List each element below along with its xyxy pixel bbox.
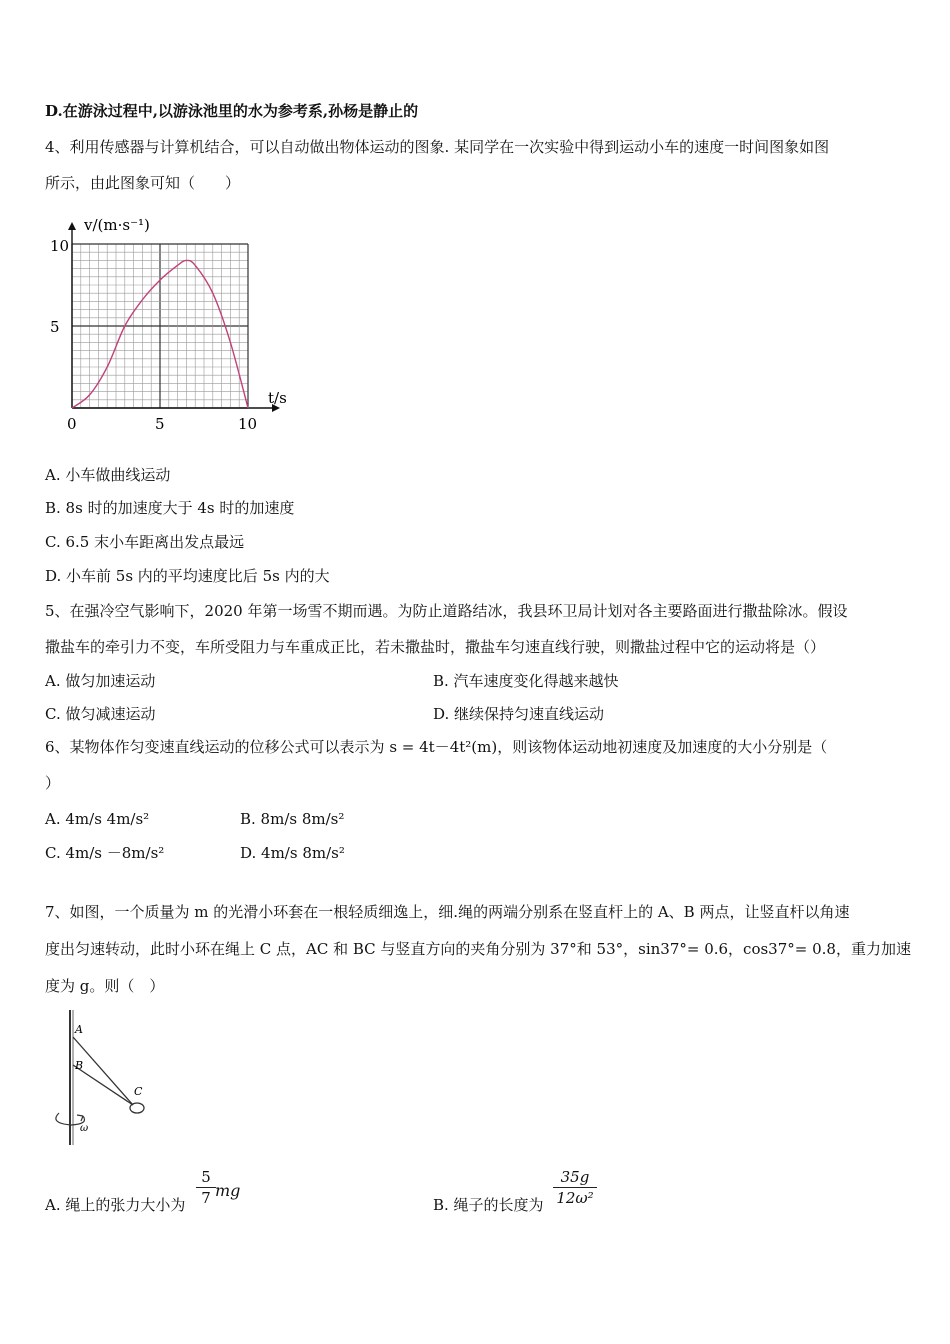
fraction-b-numerator: 35g	[553, 1167, 597, 1188]
q6-option-c: C. 4m/s －8m/s²	[45, 844, 165, 862]
rotating-rod-figure	[45, 1005, 165, 1150]
q6-stem-line2: ）	[45, 774, 61, 792]
x-tick-10: 10	[238, 415, 258, 433]
q5-option-a: A. 做匀加速运动	[45, 672, 156, 690]
y-axis-label: v/(m·s⁻¹)	[84, 216, 150, 234]
q4-option-a: A. 小车做曲线运动	[45, 466, 171, 484]
q6-option-d: D. 4m/s 8m/s²	[240, 844, 345, 862]
q4-stem-line2: 所示，由此图象可知（ ）	[45, 174, 241, 192]
q7-stem-line1: 7、如图，一个质量为 m 的光滑小环套在一根轻质细逸上，细.绳的两端分别系在竖直杆上的 A、B 两点，让竖直杆以角速	[45, 903, 850, 921]
q6-option-a: A. 4m/s 4m/s²	[45, 810, 150, 828]
fraction-b-denominator: 12ω²	[556, 1189, 594, 1207]
label-omega: ω	[80, 1123, 89, 1134]
q7-option-a-fraction	[196, 1167, 216, 1208]
q5-option-d: D. 继续保持匀速直线运动	[433, 705, 605, 723]
fraction-a-denominator: 7	[201, 1189, 211, 1207]
q7-stem-line3: 度为 g。则（ ）	[45, 977, 165, 995]
q5-option-c: C. 做匀减速运动	[45, 705, 156, 723]
x-tick-0: 0	[67, 415, 77, 433]
label-a: A	[75, 1023, 83, 1036]
q3-option-d: D.在游泳过程中,以游泳池里的水为参考系,孙杨是静止的	[45, 102, 419, 120]
q5-option-b: B. 汽车速度变化得越来越快	[433, 672, 619, 690]
x-tick-5: 5	[155, 415, 165, 433]
q6-option-b: B. 8m/s 8m/s²	[240, 810, 345, 828]
q4-option-d: D. 小车前 5s 内的平均速度比后 5s 内的大	[45, 567, 330, 585]
velocity-time-chart	[40, 210, 300, 440]
q7-option-a-tail: mg	[215, 1181, 241, 1200]
q7-option-b-fraction	[553, 1167, 597, 1208]
q6-stem-line1: 6、某物体作匀变速直线运动的位移公式可以表示为 s = 4t－4t²(m)，则该物体运动地初速度及加速度的大小分别是（	[45, 738, 828, 756]
q5-stem-line1: 5、在强冷空气影响下，2020 年第一场雪不期而遇。为防止道路结冰，我县环卫局计划对各主要路面进行撒盐除冰。假设	[45, 602, 848, 620]
fraction-a-numerator: 5	[196, 1167, 216, 1188]
q7-option-b-text: B. 绳子的长度为	[433, 1196, 544, 1214]
label-c: C	[134, 1085, 143, 1098]
q5-stem-line2: 撒盐车的牵引力不变，车所受阻力与车重成正比，若未撒盐时，撒盐车匀速直线行驶，则撒盐过程中它的运动将是（）	[45, 638, 826, 656]
q4-stem-line1: 4、利用传感器与计算机结合，可以自动做出物体运动的图象. 某同学在一次实验中得到运动小车的速度一时间图象如图	[45, 138, 830, 156]
y-tick-5: 5	[50, 318, 60, 336]
x-axis-label: t/s	[268, 389, 287, 407]
q4-option-c: C. 6.5 末小车距离出发点最远	[45, 533, 245, 551]
label-b: B	[75, 1059, 84, 1072]
q7-option-a-text: A. 绳上的张力大小为	[45, 1196, 186, 1214]
ring-c	[130, 1103, 144, 1113]
y-tick-10: 10	[50, 237, 70, 255]
y-axis-arrow	[68, 222, 76, 230]
q7-stem-line2: 度出匀速转动，此时小环在绳上 C 点，AC 和 BC 与竖直方向的夹角分别为 37°和 53°，sin37°= 0.6，cos37°= 0.8，重力加速	[45, 940, 911, 958]
q4-option-b: B. 8s 时的加速度大于 4s 时的加速度	[45, 499, 295, 517]
